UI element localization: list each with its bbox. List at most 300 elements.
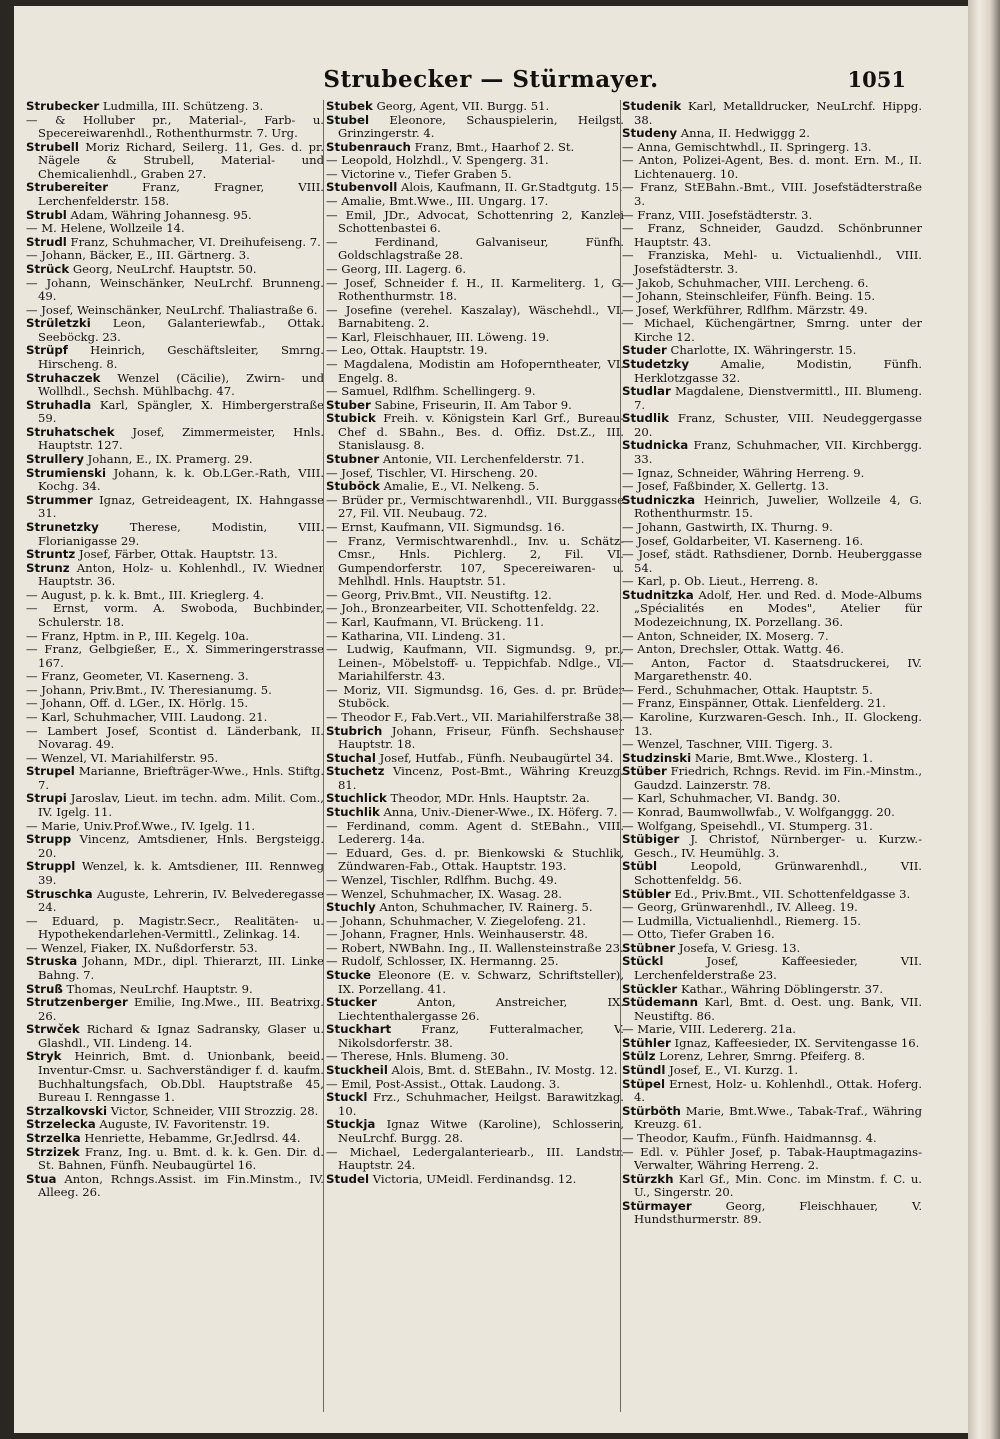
entry-details: — Josef, Weinschänker, NeuLrchf. Thaliastraße 6. xyxy=(26,302,318,317)
entry-details: — Wenzel, Taschner, VIII. Tigerg. 3. xyxy=(622,737,833,752)
directory-entry xyxy=(26,494,324,521)
directory-entry xyxy=(622,290,922,304)
entry-surname: Studlik xyxy=(622,411,669,426)
entry-details: — Johann, Gastwirth, IX. Thurng. 9. xyxy=(622,519,833,534)
entry-details: — Eduard, p. Magistr.Secr., Realitäten- u. Hypothekendarlehen-Vermittl., Zelinkag. 14. xyxy=(26,913,324,942)
directory-entry xyxy=(26,548,324,562)
entry-details: Franz, Ing. u. Bmt. d. k. k. Gen. Dir. d. St. Bahnen, Fünfh. Neubaugürtel 16. xyxy=(38,1144,324,1173)
entry-details: Josef, Hutfab., Fünfh. Neubaugürtel 34. xyxy=(379,750,614,765)
directory-entry xyxy=(326,725,624,752)
entry-surname: Strupi xyxy=(26,791,67,806)
directory-entry xyxy=(26,344,324,371)
directory-entry xyxy=(326,209,624,236)
entry-details: — Leopold, Holzhdl., V. Spengerg. 31. xyxy=(326,153,549,168)
entry-details: — Wenzel, Fiaker, IX. Nußdorferstr. 53. xyxy=(26,940,258,955)
directory-entry xyxy=(326,195,624,209)
directory-entry xyxy=(26,209,324,223)
entry-details: — Franz, Geometer, VI. Kaserneng. 3. xyxy=(26,669,249,684)
directory-entry xyxy=(326,385,624,399)
directory-entry xyxy=(26,820,324,834)
entry-surname: Stua xyxy=(26,1171,57,1186)
entry-surname: Studnicka xyxy=(622,438,689,453)
entry-details: — Brüder pr., Vermischtwarenhdl., VII. Burggasse 27, Fil. VII. Neubaug. 72. xyxy=(326,492,624,521)
entry-details: Charlotte, IX. Währingerstr. 15. xyxy=(670,343,857,358)
directory-entry xyxy=(326,141,624,155)
entry-details: — Victorine v., Tiefer Graben 5. xyxy=(326,166,512,181)
entry-details: — Josef, Werkführer, Rdlfhm. Märzstr. 49. xyxy=(622,302,868,317)
directory-entry xyxy=(26,1023,324,1050)
directory-entry xyxy=(326,820,624,847)
directory-entry xyxy=(26,725,324,752)
directory-entry xyxy=(622,548,922,575)
entry-details: Wenzel, k. k. Amtsdiener, III. Rennweg 39. xyxy=(38,859,324,887)
directory-entry xyxy=(326,616,624,630)
entry-details: Georg, NeuLrchf. Hauptstr. 50. xyxy=(72,261,257,276)
directory-entry xyxy=(326,100,624,114)
entry-details: — Franz, StEBahn.-Bmt., VIII. Josefstädterstraße 3. xyxy=(622,180,922,209)
entry-surname: Studel xyxy=(326,1171,370,1186)
entry-surname: Struhaczek xyxy=(26,370,101,385)
directory-entry xyxy=(326,792,624,806)
directory-entry xyxy=(26,399,324,426)
entry-details: Magdalene, Dienstvermittl., III. Blumeng. 7. xyxy=(634,384,922,412)
entry-surname: Stündl xyxy=(622,1063,666,1078)
directory-entry xyxy=(326,888,624,902)
directory-entry xyxy=(622,344,922,358)
entry-details: Ernest, Holz- u. Kohlenhdl., Ottak. Hoferg. 4. xyxy=(634,1076,922,1105)
entry-details: — Jakob, Schuhmacher, VIII. Lercheng. 6. xyxy=(622,275,869,290)
directory-entry xyxy=(622,1200,922,1227)
directory-entry xyxy=(622,141,922,155)
directory-entry xyxy=(326,304,624,331)
directory-entry xyxy=(622,643,922,657)
directory-entry xyxy=(326,1118,624,1145)
directory-entry xyxy=(622,996,922,1023)
entry-details: — Konrad, Baumwollwfab., V. Wolfganggg. 20. xyxy=(622,805,895,820)
directory-entry xyxy=(622,630,922,644)
entry-details: Eleonore (E. v. Schwarz, Schriftsteller), IX. Porzellang. 41. xyxy=(338,968,624,996)
entry-surname: Strzizek xyxy=(26,1144,80,1159)
directory-entry xyxy=(326,154,624,168)
directory-entry xyxy=(26,833,324,860)
entry-details: — Emil, Post-Assist., Ottak. Laudong. 3. xyxy=(326,1076,560,1091)
entry-details: — Karl, Schuhmacher, VIII. Laudong. 21. xyxy=(26,710,268,725)
entry-details: Antonie, VII. Lerchenfelderstr. 71. xyxy=(382,452,585,467)
entry-details: Alois, Kaufmann, II. Gr.Stadtgutg. 15. xyxy=(400,180,623,195)
entry-details: — Johann, Bäcker, E., III. Gärtnerg. 3. xyxy=(26,248,250,263)
directory-entry xyxy=(622,955,922,982)
entry-details: — Ferdinand, comm. Agent d. StEBahn., VIII. Ledererg. 14a. xyxy=(326,818,624,847)
entry-surname: Stubenvoll xyxy=(326,180,398,195)
directory-entry xyxy=(26,236,324,250)
directory-entry xyxy=(622,100,922,127)
entry-details: — Katharina, VII. Lindeng. 31. xyxy=(326,628,506,643)
entry-details: Franz, Schuhmacher, VII. Kirchbergg. 33. xyxy=(634,438,922,467)
entry-details: — Georg, Grünwarenhdl., IV. Alleeg. 19. xyxy=(622,900,858,915)
directory-entry xyxy=(622,711,922,738)
directory-entry xyxy=(326,399,624,413)
entry-details: Ignaz, Kaffeesieder, IX. Servitengasse 16. xyxy=(674,1035,920,1050)
entry-details: — Wolfgang, Speisehdl., VI. Stumperg. 31. xyxy=(622,818,873,833)
entry-surname: Stubrich xyxy=(326,723,383,738)
entry-details: — Johann, Schuhmacher, V. Ziegelofeng. 21. xyxy=(326,913,586,928)
entry-surname: Strudl xyxy=(26,234,67,249)
entry-details: Leon, Galanteriewfab., Ottak. Seeböckg. 23. xyxy=(38,316,324,344)
directory-entry xyxy=(622,1037,922,1051)
entry-details: Adolf, Her. und Red. d. Mode-Albums „Spécialités en Modes", Atelier für Modezeichnung, IX. Porzellang. 36. xyxy=(634,587,922,629)
page-edge xyxy=(968,0,1000,1439)
entry-details: — Robert, NWBahn. Ing., II. Wallensteinstraße 23. xyxy=(326,940,624,955)
directory-entry xyxy=(326,684,624,711)
directory-entry xyxy=(622,1105,922,1132)
directory-entry xyxy=(26,114,324,141)
entry-details: Johann, k. k. Ob.LGer.-Rath, VIII. Kochg. 34. xyxy=(38,465,324,494)
directory-entry xyxy=(26,697,324,711)
directory-entry xyxy=(26,765,324,792)
entry-surname: Stüdemann xyxy=(622,995,699,1010)
directory-entry xyxy=(622,942,922,956)
directory-entry xyxy=(26,100,324,114)
entry-surname: Stuchetz xyxy=(326,764,385,779)
directory-entry xyxy=(26,630,324,644)
entry-surname: Struska xyxy=(26,954,78,969)
directory-entry xyxy=(26,277,324,304)
entry-surname: Stuböck xyxy=(326,479,380,494)
entry-surname: Studenik xyxy=(622,100,682,113)
column-rule xyxy=(620,100,621,1412)
entry-details: — Michael, Küchengärtner, Smrng. unter der Kirche 12. xyxy=(622,316,922,344)
entry-details: Karl, Metalldrucker, NeuLrchf. Hippg. 38. xyxy=(634,100,922,127)
entry-details: Leopold, Grünwarenhdl., VII. Schottenfeldg. 56. xyxy=(634,859,922,887)
directory-entry xyxy=(26,426,324,453)
entry-surname: Studlar xyxy=(622,384,671,399)
entry-details: Ed., Priv.Bmt., VII. Schottenfeldgasse 3. xyxy=(674,886,911,901)
entry-surname: Stürzkh xyxy=(622,1171,674,1186)
entry-details: Ignaz Witwe (Karoline), Schlosserin, NeuLrchf. Burgg. 28. xyxy=(338,1117,624,1145)
directory-entry xyxy=(622,1078,922,1105)
directory-entry xyxy=(326,521,624,535)
entry-details: Moriz Richard, Seilerg. 11, Ges. d. pr. Nägele & Strubell, Material- und Chemicalienhdl., Graben 27. xyxy=(38,139,324,181)
entry-details: — Josef, Goldarbeiter, VI. Kaserneng. 16. xyxy=(622,533,864,548)
entry-surname: Struhatschek xyxy=(26,424,115,439)
entry-details: — Amalie, Bmt.Wwe., III. Ungarg. 17. xyxy=(326,194,549,209)
directory-entry xyxy=(26,1132,324,1146)
entry-details: Amalie, E., VI. Nelkeng. 5. xyxy=(383,479,540,494)
entry-surname: Strüpf xyxy=(26,343,68,358)
entry-surname: Studetzky xyxy=(622,356,690,371)
entry-surname: Stuckja xyxy=(326,1117,376,1132)
entry-details: Georg, Fleischhauer, V. Hundsthurmerstr. 89. xyxy=(634,1198,922,1227)
entry-details: Wenzel (Cäcilie), Zwirn- und Wollhdl., Sechsh. Mühlbachg. 47. xyxy=(38,370,324,399)
entry-details: — Georg, Priv.Bmt., VII. Neustiftg. 12. xyxy=(326,587,552,602)
directory-entry xyxy=(326,1064,624,1078)
directory-entry xyxy=(326,1023,624,1050)
entry-details: — Franz, VIII. Josefstädterstr. 3. xyxy=(622,207,813,222)
entry-surname: Stuckl xyxy=(326,1090,368,1105)
entry-details: — Lambert Josef, Scontist d. Länderbank, II. Novarag. 49. xyxy=(26,723,324,752)
column-1 xyxy=(26,100,324,1412)
entry-details: — Ludwig, Kaufmann, VII. Sigmundsg. 9, pr., Leinen-, Möbelstoff- u. Teppichfab. Ndlge., VI. Mariahilferstr. 43. xyxy=(326,642,624,684)
directory-entry xyxy=(622,915,922,929)
entry-surname: Stubek xyxy=(326,100,373,113)
entry-details: Marianne, Briefträger-Wwe., Hnls. Stiftg. 7. xyxy=(38,764,324,792)
directory-entry xyxy=(622,983,922,997)
directory-entry xyxy=(326,1146,624,1173)
entry-surname: Strupel xyxy=(26,764,75,779)
entry-surname: Stubick xyxy=(326,411,376,426)
directory-entry xyxy=(326,942,624,956)
directory-entry xyxy=(326,901,624,915)
directory-entry xyxy=(622,752,922,766)
entry-details: Lorenz, Lehrer, Smrng. Pfeiferg. 8. xyxy=(659,1049,866,1064)
entry-details: Eleonore, Schauspielerin, Heilgst. Grinzingerstr. 4. xyxy=(338,112,624,141)
entry-details: — Theodor F., Fab.Vert., VII. Mariahilferstraße 38. xyxy=(326,710,624,725)
entry-surname: Strummer xyxy=(26,492,93,507)
directory-entry xyxy=(326,453,624,467)
entry-details: — Joh., Bronzearbeiter, VII. Schottenfeldg. 22. xyxy=(326,601,600,616)
entry-details: Heinrich, Geschäftsleiter, Smrng. Hirscheng. 8. xyxy=(38,343,324,371)
entry-details: Franz, Fragner, VIII. Lerchenfelderstr. 158. xyxy=(38,180,324,209)
entry-surname: Studer xyxy=(622,343,667,358)
directory-entry xyxy=(622,901,922,915)
directory-entry xyxy=(622,494,922,521)
directory-entry xyxy=(26,955,324,982)
entry-details: — Josef, Schneider f. H., II. Karmeliterg. 1, G. Rothenthurmstr. 18. xyxy=(326,275,624,304)
entry-details: — Franz, Einspänner, Ottak. Lienfelderg. 21. xyxy=(622,696,886,711)
column-3 xyxy=(622,100,922,1412)
entry-surname: Strubereiter xyxy=(26,180,109,195)
entry-details: — Theodor, Kaufm., Fünfh. Haidmannsg. 4. xyxy=(622,1130,877,1145)
directory-entry xyxy=(26,263,324,277)
directory-entry xyxy=(26,249,324,263)
entry-details: Alois, Bmt. d. StEBahn., IV. Mostg. 12. xyxy=(391,1063,618,1078)
directory-entry xyxy=(622,684,922,698)
directory-entry xyxy=(622,833,922,860)
directory-entry xyxy=(326,969,624,996)
entry-details: Theodor, MDr. Hnls. Hauptstr. 2a. xyxy=(390,791,590,806)
entry-surname: Strubell xyxy=(26,139,79,154)
directory-entry xyxy=(622,480,922,494)
directory-entry xyxy=(622,439,922,466)
directory-entry xyxy=(326,1050,624,1064)
entry-details: — Josef, städt. Rathsdiener, Dornb. Heuberggasse 54. xyxy=(622,547,922,575)
directory-entry xyxy=(622,1146,922,1173)
entry-details: — Anna, Gemischtwhdl., II. Springerg. 13. xyxy=(622,139,872,154)
entry-details: — Karl, p. Ob. Lieut., Herreng. 8. xyxy=(622,574,819,589)
entry-details: Franz, Schuster, VIII. Neudeggergasse 20. xyxy=(634,411,922,439)
entry-details: — Franziska, Mehl- u. Victualienhdl., VIII. Josefstädterstr. 3. xyxy=(622,248,922,276)
directory-entry xyxy=(622,860,922,887)
directory-entry xyxy=(326,752,624,766)
directory-entry xyxy=(26,684,324,698)
directory-entry xyxy=(326,168,624,182)
entry-details: — Anton, Factor d. Staatsdruckerei, IV. Margarethenstr. 40. xyxy=(622,655,922,684)
directory-entry xyxy=(326,765,624,792)
entry-details: — Franz, Gelbgießer, E., X. Simmeringerstrasse 167. xyxy=(26,642,324,670)
entry-details: — Karl, Fleischhauer, III. Löweng. 19. xyxy=(326,329,550,344)
entry-details: Vincenz, Amtsdiener, Hnls. Bergsteigg. 20. xyxy=(38,832,324,860)
entry-surname: Stübler xyxy=(622,886,671,901)
directory-entry xyxy=(326,344,624,358)
directory-entry xyxy=(326,358,624,385)
entry-surname: Strzalkovski xyxy=(26,1103,108,1118)
entry-details: J. Christof, Nürnberger- u. Kurzw.-Gesch., IV. Heumühlg. 3. xyxy=(634,832,922,860)
directory-entry xyxy=(326,711,624,725)
entry-details: — Ernst, Kaufmann, VII. Sigmundsg. 16. xyxy=(326,519,565,534)
entry-details: — Karl, Kaufmann, VI. Brückeng. 11. xyxy=(326,614,544,629)
entry-details: Anton, Anstreicher, IX. Liechtenthalergasse 26. xyxy=(338,995,624,1023)
entry-details: — Moriz, VII. Sigmundsg. 16, Ges. d. pr. Brüder Stuböck. xyxy=(326,682,624,711)
entry-surname: Studniczka xyxy=(622,492,696,507)
directory-entry xyxy=(26,996,324,1023)
entry-surname: Stucke xyxy=(326,968,372,982)
entry-surname: Stuber xyxy=(326,397,371,412)
entry-surname: Struschka xyxy=(26,886,93,901)
directory-entry xyxy=(622,181,922,208)
entry-details: Franz, Schuhmacher, VI. Dreihufeiseng. 7. xyxy=(70,234,321,249)
entry-details: — Therese, Hnls. Blumeng. 30. xyxy=(326,1049,509,1064)
entry-surname: Stucker xyxy=(326,995,377,1010)
directory-entry xyxy=(326,643,624,684)
entry-details: Johann, E., IX. Pramerg. 29. xyxy=(87,452,253,467)
entry-details: Auguste, IV. Favoritenstr. 19. xyxy=(99,1117,270,1132)
directory-entry xyxy=(622,820,922,834)
entry-details: — Wenzel, Tischler, Rdlfhm. Buchg. 49. xyxy=(326,872,558,887)
entry-details: Adam, Währing Johannesg. 95. xyxy=(70,207,252,222)
directory-entry xyxy=(622,277,922,291)
directory-entry xyxy=(26,860,324,887)
entry-details: — Michael, Ledergalanteriearb., III. Landstr. Hauptstr. 24. xyxy=(326,1144,624,1173)
entry-details: — Johann, Fragner, Hnls. Weinhauserstr. 48. xyxy=(326,927,588,942)
entry-surname: Strutzenberger xyxy=(26,995,128,1010)
entry-details: — Georg, III. Lagerg. 6. xyxy=(326,261,467,276)
entry-details: Kathar., Währing Döblingerstr. 37. xyxy=(680,981,884,996)
directory-entry xyxy=(622,1064,922,1078)
entry-details: Franz, Bmt., Haarhof 2. St. xyxy=(414,139,575,154)
directory-entry xyxy=(326,114,624,141)
entry-surname: Strületzki xyxy=(26,316,91,331)
entry-details: — Ferdinand, Galvaniseur, Fünfh. Goldschlagstraße 28. xyxy=(326,234,624,263)
directory-entry xyxy=(326,480,624,494)
entry-surname: Strullery xyxy=(26,452,84,467)
directory-entry xyxy=(622,385,922,412)
directory-entry xyxy=(622,412,922,439)
entry-details: — Otto, Tiefer Graben 16. xyxy=(622,927,775,942)
directory-entry xyxy=(622,249,922,276)
directory-entry xyxy=(622,127,922,141)
entry-surname: Studzinski xyxy=(622,750,692,765)
entry-surname: Stülz xyxy=(622,1049,656,1064)
entry-surname: Stubner xyxy=(326,452,380,467)
entry-details: — Johann, Weinschänker, NeuLrchf. Brunneng. 49. xyxy=(26,275,324,304)
directory-entry xyxy=(622,154,922,181)
entry-surname: Stüber xyxy=(622,764,667,779)
column-rule xyxy=(323,100,324,1412)
directory-entry xyxy=(26,752,324,766)
entry-details: — Anton, Drechsler, Ottak. Wattg. 46. xyxy=(622,642,844,657)
directory-entry xyxy=(622,1173,922,1200)
entry-details: Auguste, Lehrerin, IV. Belvederegasse 24. xyxy=(38,886,324,915)
entry-details: Marie, Bmt.Wwe., Klosterg. 1. xyxy=(694,750,873,765)
directory-entry xyxy=(326,277,624,304)
directory-entry xyxy=(622,535,922,549)
directory-entry xyxy=(622,1050,922,1064)
directory-entry xyxy=(26,304,324,318)
entry-details: Victoria, UMeidl. Ferdinandsg. 12. xyxy=(372,1171,577,1186)
entry-details: Emilie, Ing.Mwe., III. Beatrixg. 26. xyxy=(38,995,324,1023)
entry-details: — Wenzel, VI. Mariahilferstr. 95. xyxy=(26,750,219,765)
directory-entry xyxy=(26,792,324,819)
entry-details: Freih. v. Königstein Karl Grf., Bureau-Chef d. SBahn., Bes. d. Offiz. Dst.Z., III. Stanislausg. 8. xyxy=(338,411,624,453)
directory-entry xyxy=(26,711,324,725)
entry-surname: Stuckhart xyxy=(326,1022,392,1037)
page-title: Strubecker — Stürmayer. xyxy=(323,66,659,93)
entry-details: Josefa, V. Griesg. 13. xyxy=(678,940,801,955)
entry-surname: Struß xyxy=(26,981,63,996)
entry-surname: Stubenrauch xyxy=(326,139,411,154)
entry-details: — Eduard, Ges. d. pr. Bienkowski & Stuchlik, Zündwaren-Fab., Ottak. Hauptstr. 193. xyxy=(326,845,624,874)
entry-surname: Stübl xyxy=(622,859,658,874)
directory-entry xyxy=(26,1118,324,1132)
directory-entry xyxy=(622,358,922,385)
directory-entry xyxy=(26,942,324,956)
directory-entry xyxy=(622,806,922,820)
directory-entry xyxy=(622,304,922,318)
entry-details: Anna, Univ.-Diener-Wwe., IX. Höferg. 7. xyxy=(383,805,618,820)
entry-surname: Stüpel xyxy=(622,1076,666,1091)
directory-entry xyxy=(622,928,922,942)
directory-entry xyxy=(622,1132,922,1146)
entry-details: — Franz, Vermischtwarenhdl., Inv. u. Schätz-Cmsr., Hnls. Pichlerg. 2, Fil. VI. Gumpendorferstr. 107, Specereiwaren- u. Mehlhdl. Hnls. Hauptstr. 51. xyxy=(326,533,624,589)
entry-details: Sabine, Friseurin, II. Am Tabor 9. xyxy=(374,397,572,412)
entry-details: Heinrich, Juwelier, Wollzeile 4, G. Rothenthurmstr. 15. xyxy=(634,492,922,521)
directory-entry xyxy=(622,1023,922,1037)
directory-entry xyxy=(622,521,922,535)
entry-surname: Struppl xyxy=(26,859,76,874)
entry-details: Victor, Schneider, VIII Strozzig. 28. xyxy=(110,1103,319,1118)
entry-surname: Struntz xyxy=(26,547,76,562)
entry-details: Marie, Bmt.Wwe., Tabak-Traf., Währing Kreuzg. 61. xyxy=(634,1103,922,1132)
directory-entry xyxy=(326,955,624,969)
directory-entry xyxy=(26,888,324,915)
directory-entry xyxy=(326,847,624,874)
entry-surname: Stryk xyxy=(26,1049,62,1064)
entry-details: Franz, Futteralmacher, V. Nikolsdorferstr. 38. xyxy=(338,1022,624,1050)
entry-surname: Strunz xyxy=(26,560,70,575)
directory-entry xyxy=(26,915,324,942)
directory-entry xyxy=(26,983,324,997)
entry-details: — & Holluber pr., Material-, Farb- u. Specereiwarenhdl., Rothenthurmstr. 7. Urg. xyxy=(26,112,324,141)
entry-details: — Johann, Off. d. LGer., IX. Hörlg. 15. xyxy=(26,696,249,711)
directory-entry xyxy=(26,1173,324,1200)
entry-surname: Stückl xyxy=(622,954,664,969)
entry-details: — Marie, VIII. Ledererg. 21a. xyxy=(622,1022,796,1037)
directory-entry xyxy=(26,317,324,344)
entry-details: — Anton, Schneider, IX. Moserg. 7. xyxy=(622,628,829,643)
entry-surname: Stuckheil xyxy=(326,1063,388,1078)
entry-details: Josef, Kaffeesieder, VII. Lerchenfelderstraße 23. xyxy=(634,954,922,982)
entry-surname: Stuchly xyxy=(326,900,376,915)
directory-entry xyxy=(622,209,922,223)
entry-surname: Stuchlik xyxy=(326,805,380,820)
entry-details: Karl, Spängler, X. Himbergerstraße 59. xyxy=(38,397,324,426)
entry-surname: Strunetzky xyxy=(26,519,99,534)
entry-details: Thomas, NeuLrchf. Hauptstr. 9. xyxy=(66,981,253,996)
entry-details: — Josefine (verehel. Kaszalay), Wäschehdl., VI. Barnabiteng. 2. xyxy=(326,302,624,331)
entry-surname: Struhadla xyxy=(26,397,92,412)
entry-surname: Strubecker xyxy=(26,100,100,113)
directory-entry xyxy=(326,1173,624,1187)
